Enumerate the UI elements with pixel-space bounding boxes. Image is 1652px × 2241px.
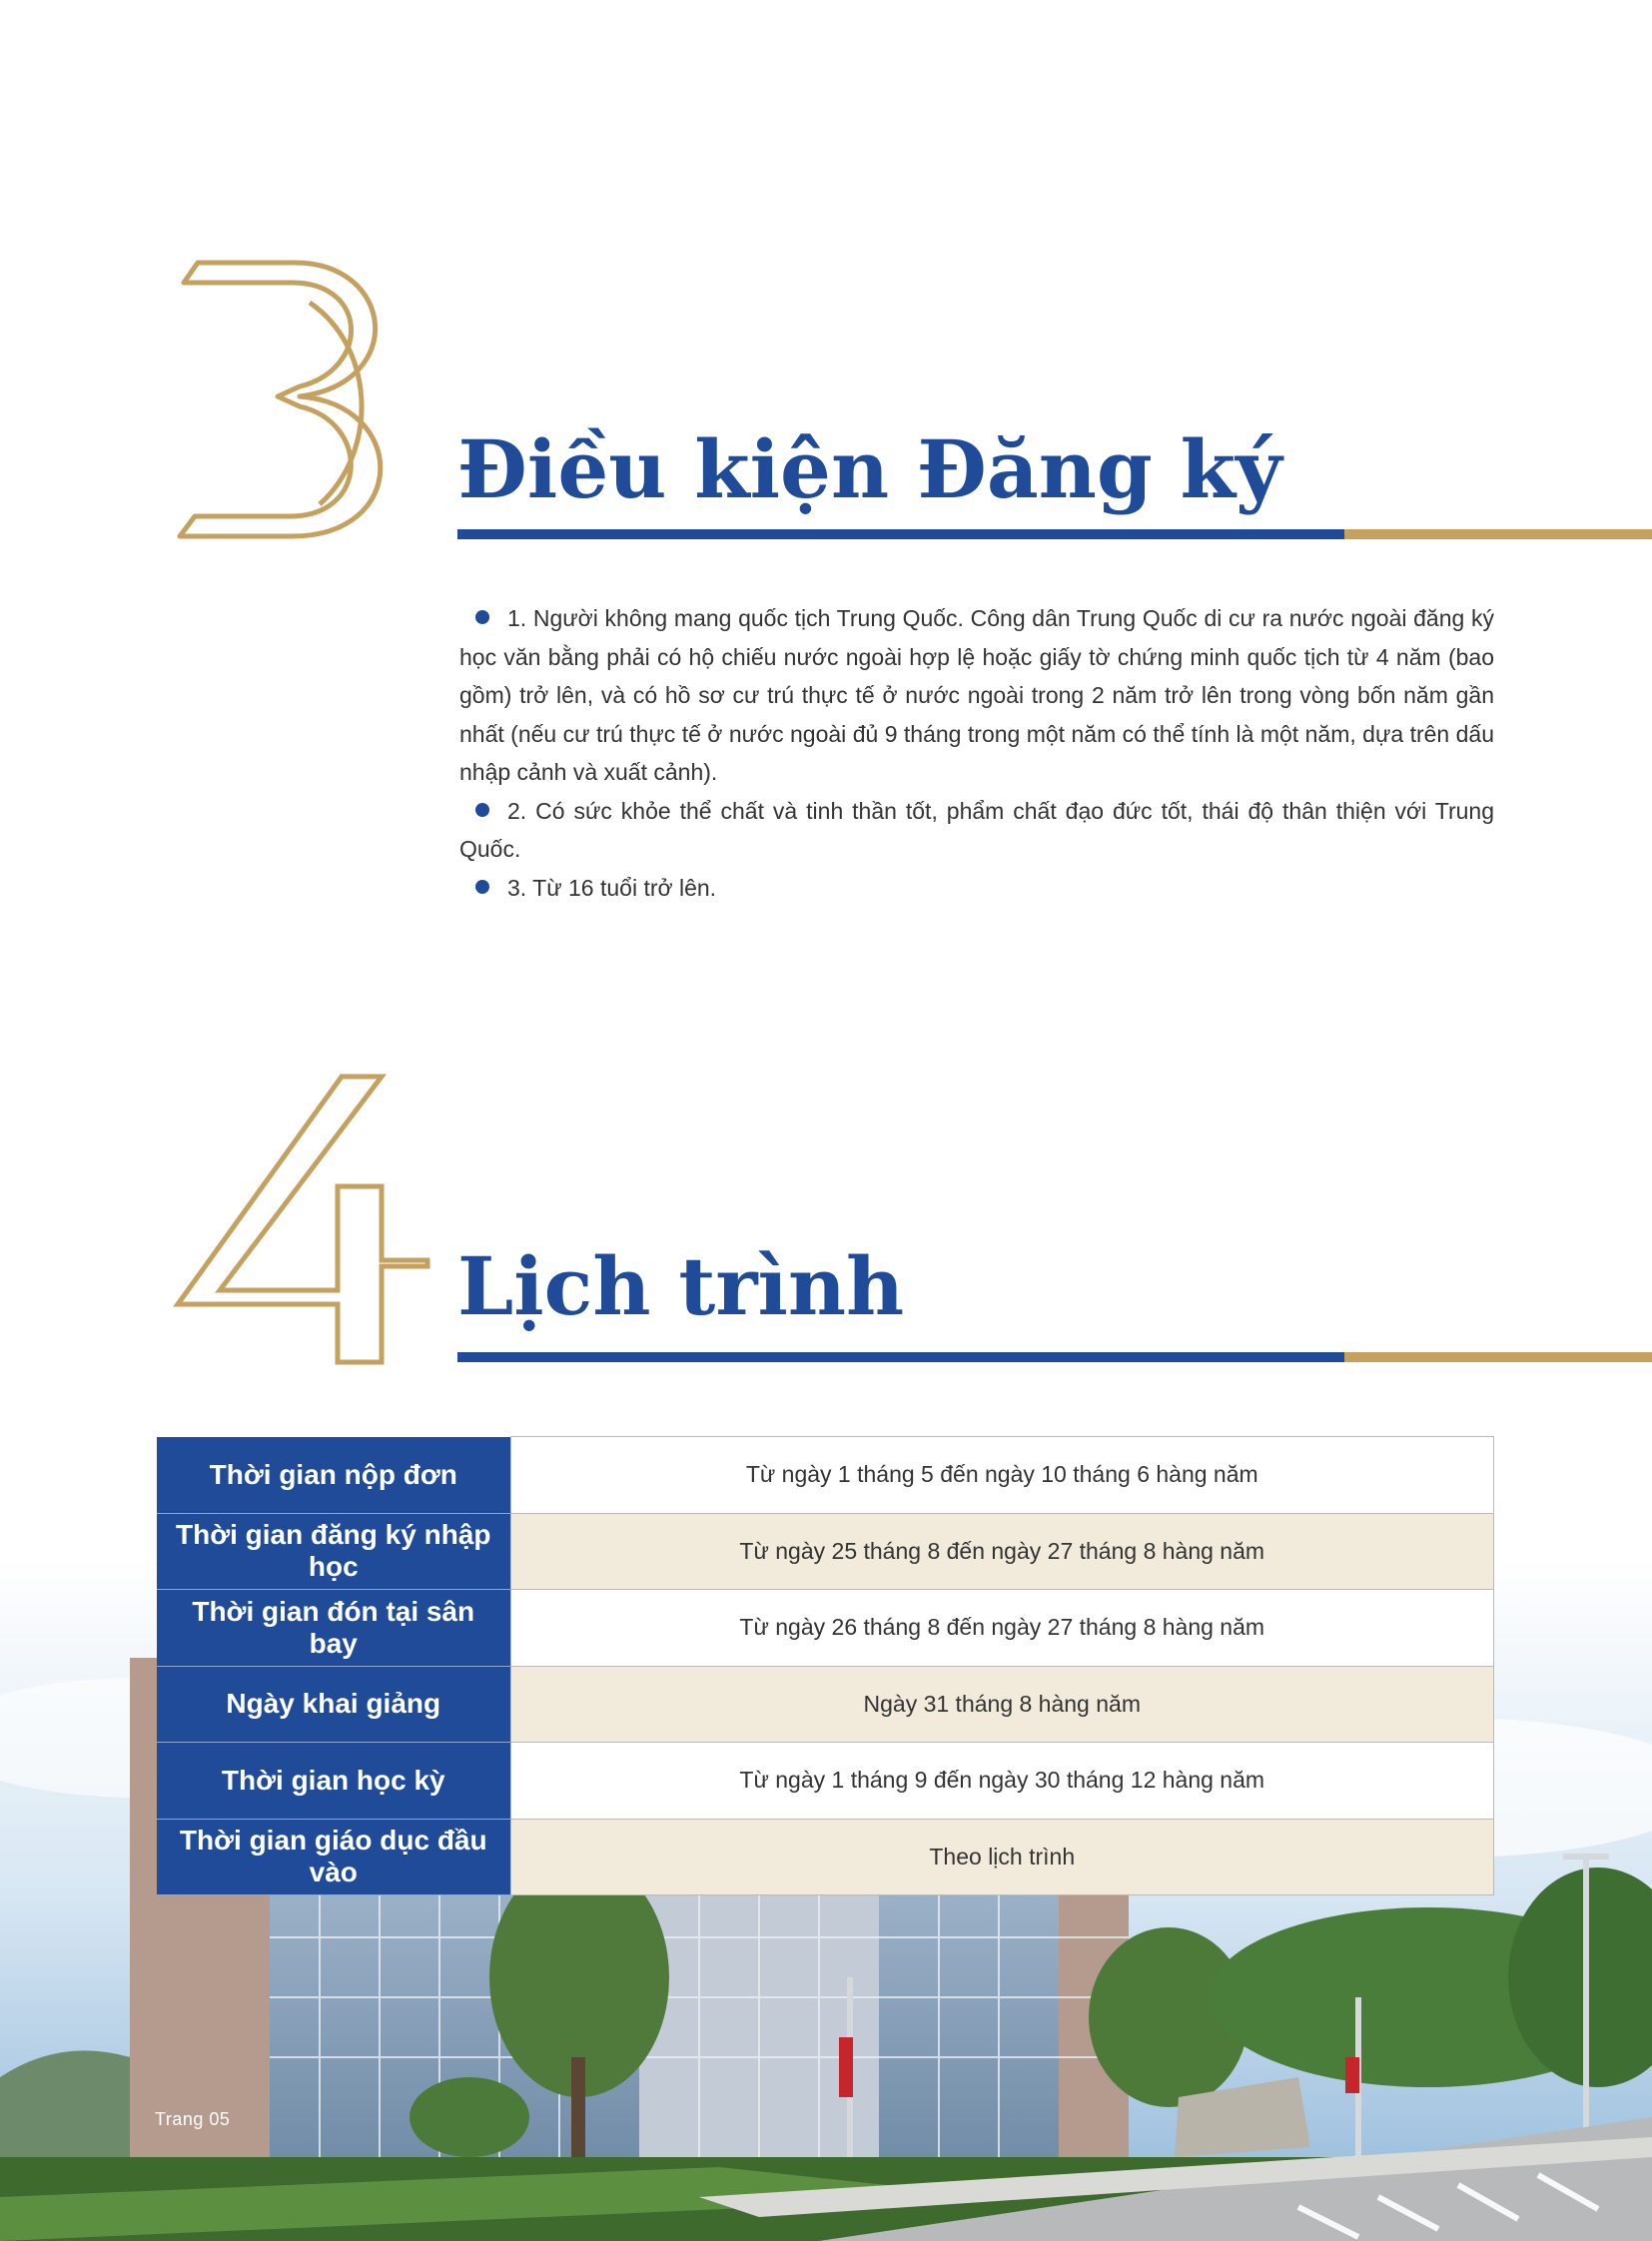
table-row xyxy=(157,1437,1494,1514)
condition-item: 2. Có sức khỏe thể chất và tinh thần tốt, phẩm chất đạo đức tốt, thái độ thân thiện với Trung Quốc. xyxy=(459,797,1494,862)
table-row xyxy=(157,1819,1494,1895)
bullet-icon xyxy=(475,880,489,894)
schedule-label: Thời gian nộp đơn xyxy=(157,1437,510,1514)
table-row xyxy=(157,1590,1494,1667)
schedule-value: Theo lịch trình xyxy=(510,1819,1494,1895)
section-4-number-graphic xyxy=(170,1069,434,1368)
schedule-value: Ngày 31 tháng 8 hàng năm xyxy=(510,1666,1494,1743)
table-row xyxy=(157,1666,1494,1743)
schedule-table xyxy=(157,1436,1494,1895)
page-number: Trang 05 xyxy=(155,2109,231,2129)
schedule-label: Thời gian đăng ký nhập học xyxy=(157,1513,510,1590)
condition-item: 3. Từ 16 tuổi trở lên. xyxy=(459,869,1494,908)
schedule-label: Ngày khai giảng xyxy=(157,1666,510,1743)
schedule-value: Từ ngày 25 tháng 8 đến ngày 27 tháng 8 hàng năm xyxy=(510,1513,1494,1590)
schedule-label: Thời gian học kỳ xyxy=(157,1743,510,1820)
schedule-label: Thời gian giáo dục đầu vào xyxy=(157,1819,510,1895)
schedule-label: Thời gian đón tại sân bay xyxy=(157,1590,510,1667)
section-3-title-rule xyxy=(457,529,1652,539)
registration-conditions xyxy=(459,599,1494,907)
section-4-title-rule xyxy=(457,1352,1652,1362)
condition-item: 1. Người không mang quốc tịch Trung Quốc. Công dân Trung Quốc di cư ra nước ngoài đăng ký học văn bằng phải có hộ chiếu nước ngoài hợp lệ hoặc giấy tờ chứng minh quốc tịch từ 4 năm (bao gồm) trở lên, và có hồ sơ cư trú thực tế ở nước ngoài trong 2 năm trở lên trong vòng bốn năm gần nhất (nếu cư trú thực tế ở nước ngoài đủ 9 tháng trong một năm có thể tính là một năm, dựa trên dấu nhập cảnh và xuất cảnh). xyxy=(459,605,1494,785)
section-3-title: Điều kiện Đăng ký xyxy=(457,422,1282,516)
schedule-value: Từ ngày 1 tháng 5 đến ngày 10 tháng 6 hàng năm xyxy=(510,1437,1494,1514)
section-4-title: Lịch trình xyxy=(457,1239,905,1333)
bullet-icon xyxy=(475,803,489,817)
bullet-icon xyxy=(475,610,489,624)
table-row xyxy=(157,1743,1494,1820)
table-row xyxy=(157,1513,1494,1590)
section-3-number-graphic xyxy=(170,255,419,544)
schedule-value: Từ ngày 26 tháng 8 đến ngày 27 tháng 8 hàng năm xyxy=(510,1590,1494,1667)
schedule-value: Từ ngày 1 tháng 9 đến ngày 30 tháng 12 hàng năm xyxy=(510,1743,1494,1820)
